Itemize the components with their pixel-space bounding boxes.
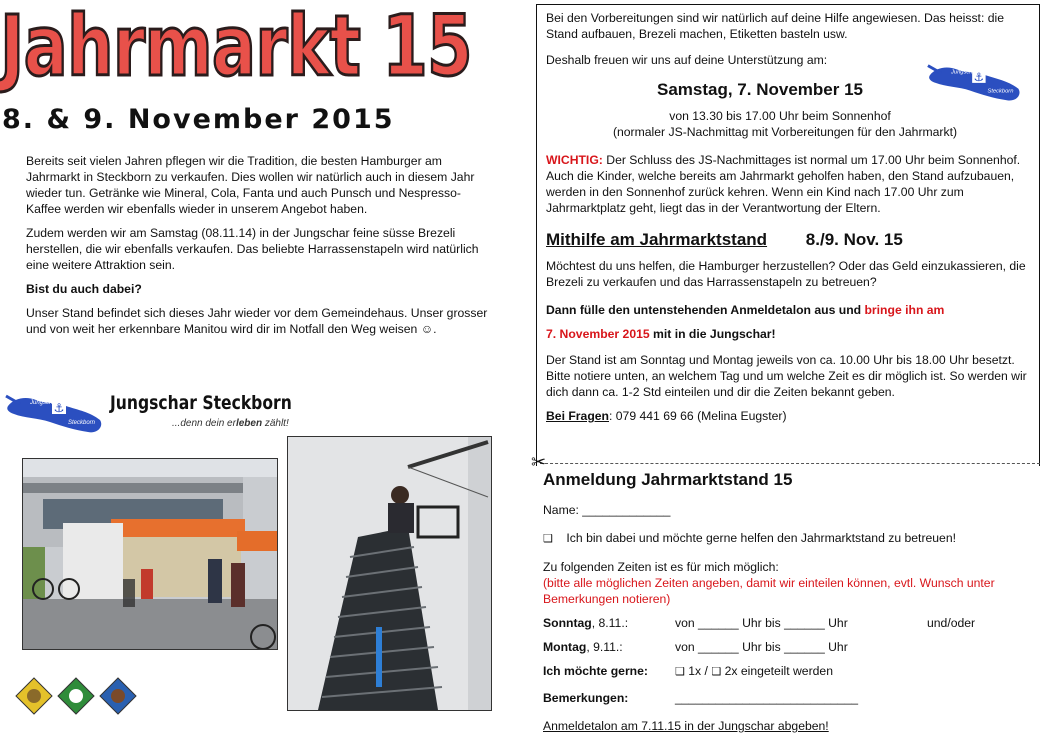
jungschar-name: Jungschar Steckborn <box>110 392 292 414</box>
slogan-part: ...denn dein er <box>172 418 236 429</box>
remarks-label: Bemerkungen: <box>543 691 629 705</box>
name-label: Name: <box>543 503 583 517</box>
stand-hours: Der Stand ist am Sonntag und Montag jeweils von ca. 10.00 Uhr bis 18.00 Uhr besetzt. Bitte notiere unten, an welchem Tag und um welche Zeit es dir möglich ist. So werden wir dich dann ca. 1-2 Std einteilen und dir die Zeiten bekannt geben. <box>546 353 1027 399</box>
monday-label <box>543 639 675 655</box>
registration-form <box>543 470 1035 734</box>
emblem-text-bottom: Steckborn <box>68 420 96 426</box>
volunteer-checkbox-row <box>543 530 1035 547</box>
checkbox-label: Ich bin dabei und möchte gerne helfen den Jahrmarktstand zu betreuen! <box>566 531 956 545</box>
intro-question: Bist du auch dabei? <box>26 282 142 296</box>
important-text: Der Schluss des JS-Nachmittages ist normal um 17.00 Uhr beim Sonnenhof. Auch die Kinder, welche bereits am Jahrmarkt geholfen haben, den Stand aufzubauen, werden in den Sonnenhof zurück kehren. Wenn ein Kind nach 17.00 Uhr zum Jahrmarktplatz geht, liegt das in der Verantwortung der Eltern. <box>546 153 1021 215</box>
jungschar-logo-emblem <box>4 384 108 438</box>
crate-stacking-photo <box>287 436 492 711</box>
badge-blue <box>100 678 136 714</box>
times-note: (bitte alle möglichen Zeiten angeben, damit wir einteilen können, evtl. Wunsch unter Bemerkungen notieren) <box>543 576 995 606</box>
important-notice <box>546 152 1034 216</box>
slogan-bold: leben <box>235 418 263 429</box>
monday-row <box>543 639 1035 655</box>
sunday-day: Sonntag <box>543 616 592 630</box>
monday-time-fields[interactable]: von ______ Uhr bis ______ Uhr <box>675 640 848 654</box>
event-date: Samstag, 7. November 15 <box>657 80 863 99</box>
name-blank[interactable]: _____________ <box>582 503 671 517</box>
form-footer: Anmeldetalon am 7.11.15 in der Jungschar abgeben! <box>543 719 829 733</box>
event-dates-heading: 8. & 9. November 2015 <box>2 104 395 135</box>
checkbox-icon[interactable]: ❑ <box>543 533 553 545</box>
support-intro: Deshalb freuen wir uns auf deine Unterstützung am: <box>546 53 828 67</box>
sunday-time-fields[interactable]: von ______ Uhr bis ______ Uhr <box>675 616 848 630</box>
cta-part-1: Dann fülle den untenstehenden Anmeldetalon aus und <box>546 303 865 317</box>
event-note: (normaler JS-Nachmittag mit Vorbereitungen für den Jahrmarkt) <box>612 125 958 139</box>
contact-text: : 079 441 69 66 (Melina Eugster) <box>609 409 787 423</box>
jungschar-logo-emblem-right <box>926 54 1026 106</box>
intro-text <box>26 153 488 345</box>
monday-date: , 9.11.: <box>586 640 623 654</box>
market-stand-photo <box>22 458 278 650</box>
jungschar-slogan <box>172 418 289 429</box>
intro-paragraph-3: Unser Stand befindet sich dieses Jahr wieder vor dem Gemeindehaus. Unser grosser und von weit her erkennbare Manitou wird dir im Notfall den Weg weisen ☺. <box>26 306 488 336</box>
contact-label: Bei Fragen <box>546 409 609 423</box>
sunday-row <box>543 615 1035 631</box>
form-title: Anmeldung Jahrmarktstand 15 <box>543 470 793 489</box>
call-to-action <box>546 298 1034 346</box>
emblem-text-top-right: Jungschar <box>951 69 978 76</box>
event-time: von 13.30 bis 17.00 Uhr beim Sonnenhof <box>669 109 891 123</box>
and-or-label: und/oder <box>927 616 976 630</box>
slogan-part-end: zählt! <box>262 418 289 429</box>
sunday-label <box>543 615 675 631</box>
important-label: WICHTIG: <box>546 153 603 167</box>
cta-date: 7. November 2015 <box>546 327 650 341</box>
emblem-text-top: Jungschar <box>30 400 58 406</box>
help-dates: 8./9. Nov. 15 <box>805 230 903 249</box>
preference-2x: 2x eingeteilt werden <box>724 664 833 678</box>
sunday-date: , 8.11.: <box>591 616 629 630</box>
badge-green <box>58 678 94 714</box>
badge-yellow <box>16 678 52 714</box>
preference-label: Ich möchte gerne: <box>543 664 648 678</box>
cut-line <box>540 463 1040 464</box>
svg-text:⚓: ⚓ <box>53 401 65 415</box>
name-row <box>543 502 1035 518</box>
times-intro: Zu folgenden Zeiten ist es für mich möglich: <box>543 560 779 574</box>
help-heading-row <box>546 230 1034 250</box>
help-heading: Mithilfe am Jahrmarktstand <box>546 230 768 249</box>
checkbox-1x-icon[interactable]: ❑ <box>675 666 685 678</box>
svg-text:⚓: ⚓ <box>973 69 985 84</box>
group-badges <box>14 676 144 721</box>
remarks-row <box>543 690 1035 706</box>
cta-part-2: bringe ihn am <box>864 303 945 317</box>
emblem-text-bottom-right: Steckborn <box>987 88 1014 95</box>
preference-row <box>543 663 1035 680</box>
preference-1x: 1x / <box>688 664 708 678</box>
prep-paragraph: Bei den Vorbereitungen sind wir natürlich auf deine Hilfe angewiesen. Das heisst: die Stand aufbauen, Brezeli machen, Etiketten basteln usw. <box>546 11 1004 41</box>
monday-day: Montag <box>543 640 587 654</box>
contact-line <box>546 408 1034 424</box>
checkbox-2x-icon[interactable]: ❑ <box>711 666 722 678</box>
scissors-icon: ✂ <box>531 452 547 472</box>
cta-part-4: mit in die Jungschar! <box>649 327 776 341</box>
intro-paragraph-2: Zudem werden wir am Samstag (08.11.14) in der Jungschar feine süsse Brezeli herstellen, die wir ebenfalls verkaufen. Das beliebte Harrassenstapeln wird natürlich eine weitere Attraktion sein. <box>26 226 479 272</box>
poster-title: Jahrmarkt 15 <box>0 0 472 95</box>
intro-paragraph-1: Bereits seit vielen Jahren pflegen wir die Tradition, die besten Hamburger am Jahrmarkt in Steckborn zu verkaufen. Dies wollen wir natürlich auch in diesem Jahr wieder tun. Getränke wie Mineral, Cola, Fanta und auch Punsch und Nespresso-Kaffee werden wir ebenfalls wieder in unserem Angebot haben. <box>26 154 475 216</box>
help-paragraph: Möchtest du uns helfen, die Hamburger herzustellen? Oder das Geld einzukassieren, die Brezeli zu verkaufen und das Harrassenstapeln zu betreuen? <box>546 259 1026 289</box>
remarks-blank[interactable]: ___________________________ <box>675 691 859 705</box>
